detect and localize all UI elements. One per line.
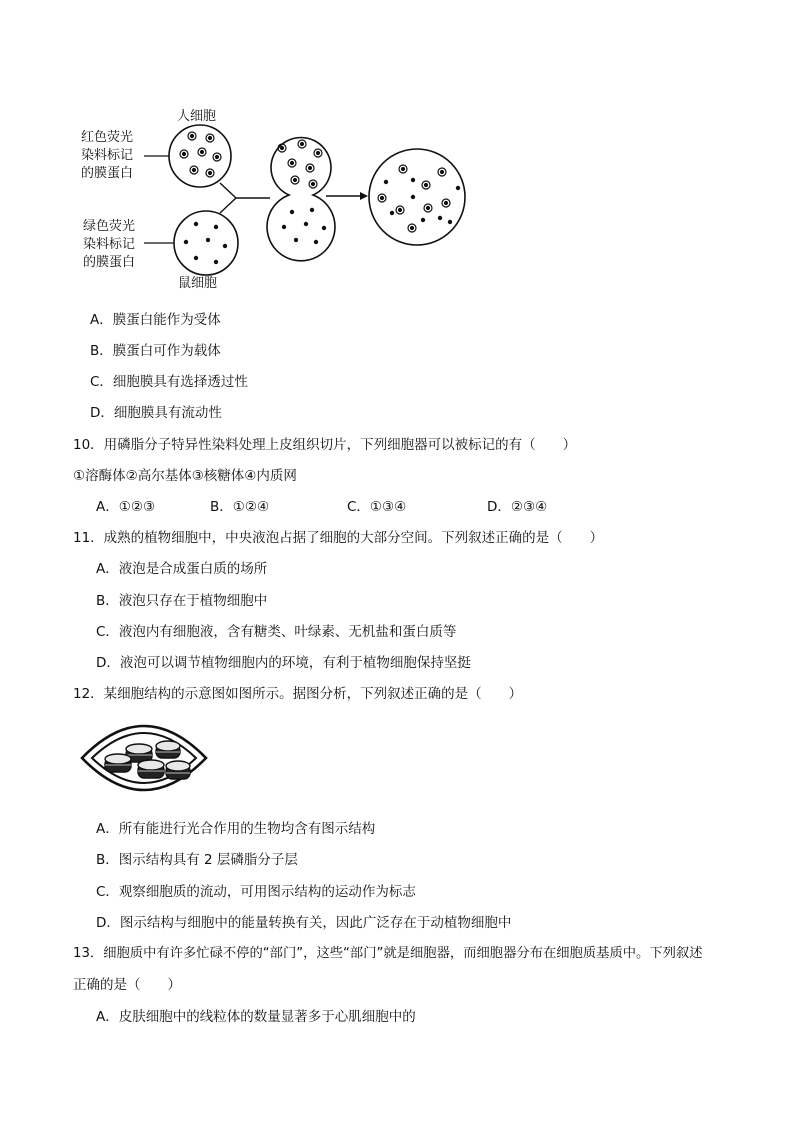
human-cell-label: 人细胞 xyxy=(177,109,217,124)
q11-option-d[interactable]: D．液泡可以调节植物细胞内的环境，有利于植物细胞保持坚挺 xyxy=(96,655,471,671)
q12-option-c[interactable]: C．观察细胞质的流动，可用图示结构的运动作为标志 xyxy=(96,884,416,900)
human-cell-red-proteins xyxy=(180,132,221,177)
q9-option-b[interactable]: B．膜蛋白可作为载体 xyxy=(90,343,221,359)
chloroplast-diagram xyxy=(76,712,212,804)
q11-option-a[interactable]: A．液泡是合成蛋白质的场所 xyxy=(96,561,268,577)
q12-stem: 12．某细胞结构的示意图如图所示。据图分析，下列叙述正确的是（ ） xyxy=(73,686,523,702)
mouse-cell-green-proteins xyxy=(184,222,227,264)
q11-stem: 11．成熟的植物细胞中，中央液泡占据了细胞的大部分空间。下列叙述正确的是（ ） xyxy=(73,530,604,546)
merge-connector xyxy=(220,183,236,213)
fusing-cell-green-proteins xyxy=(282,208,326,244)
q10-option-b[interactable]: B．①②④ xyxy=(210,499,270,515)
q10-option-a[interactable]: A．①②③ xyxy=(96,499,156,515)
q12-option-a[interactable]: A．所有能进行光合作用的生物均含有图示结构 xyxy=(96,821,376,837)
red-label-line-2: 染料标记 xyxy=(81,148,134,163)
green-label-line-2: 染料标记 xyxy=(83,237,136,252)
q12-option-d[interactable]: D．图示结构与细胞中的能量转换有关，因此广泛存在于动植物细胞中 xyxy=(96,915,512,931)
q13-stem-line-2: 正确的是（ ） xyxy=(73,977,181,993)
q11-option-c[interactable]: C．液泡内有细胞液，含有糖类、叶绿素、无机盐和蛋白质等 xyxy=(96,624,457,640)
fusing-cell-red-proteins xyxy=(278,140,322,188)
q12-option-b[interactable]: B．图示结构具有 2 层磷脂分子层 xyxy=(96,852,298,868)
q13-option-a[interactable]: A．皮肤细胞中的线粒体的数量显著多于心肌细胞中的 xyxy=(96,1009,416,1025)
q10-option-d[interactable]: D．②③④ xyxy=(487,499,548,515)
red-label-line-3: 的膜蛋白 xyxy=(81,166,134,181)
q13-stem-line-1: 13．细胞质中有许多忙碌不停的“部门”，这些“部门”就是细胞器，而细胞器分布在细胞质基质中。下列叙述 xyxy=(73,946,703,961)
grana-stacks xyxy=(105,741,190,779)
q11-option-b[interactable]: B．液泡只存在于植物细胞中 xyxy=(96,593,268,609)
red-label-line-1: 红色荧光 xyxy=(81,130,134,145)
q10-stem: 10．用磷脂分子特异性染料处理上皮组织切片，下列细胞器可以被标记的有（ ） xyxy=(73,437,577,453)
fusing-cell-outline xyxy=(267,138,335,261)
green-label-line-1: 绿色荧光 xyxy=(83,219,136,234)
mouse-cell-circle xyxy=(174,211,238,275)
q9-option-d[interactable]: D．细胞膜具有流动性 xyxy=(90,405,222,421)
mouse-cell-label: 鼠细胞 xyxy=(178,276,218,291)
q10-items: ①溶酶体②高尔基体③核糖体④内质网 xyxy=(73,468,297,484)
chloroplast-figure xyxy=(76,712,212,804)
green-label-line-3: 的膜蛋白 xyxy=(83,255,136,270)
q10-option-c[interactable]: C．①③④ xyxy=(347,499,407,515)
q9-option-a[interactable]: A．膜蛋白能作为受体 xyxy=(90,312,221,328)
arrow-head xyxy=(360,192,368,200)
q9-option-c[interactable]: C．细胞膜具有选择透过性 xyxy=(90,374,248,390)
